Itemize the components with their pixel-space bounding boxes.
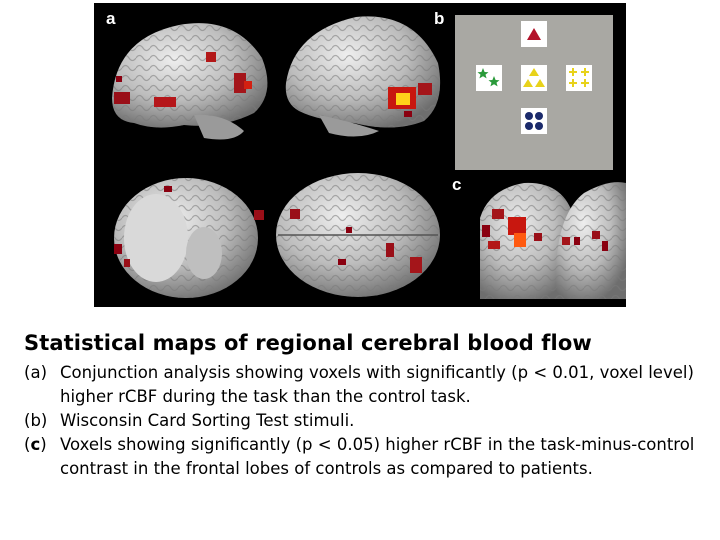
- yellow-triangles-card: [521, 65, 547, 91]
- activation-cluster: [116, 76, 122, 82]
- activation-cluster: [482, 225, 490, 237]
- red-triangle-card: [521, 21, 547, 47]
- star-icon: [477, 67, 501, 89]
- caption-item-label: c: [30, 435, 41, 454]
- activation-cluster: [164, 186, 172, 192]
- activation-hotspot: [514, 233, 526, 247]
- activation-cluster: [534, 233, 542, 241]
- activation-cluster: [254, 210, 264, 220]
- activation-cluster: [154, 97, 176, 107]
- caption-item-label: b: [30, 411, 41, 430]
- caption-item-c: (c) Voxels showing significantly (p < 0.05) higher rCBF in the task-minus-control contrast in the frontal lobes of controls as compared to patients.: [24, 435, 695, 478]
- activation-cluster: [562, 237, 570, 245]
- activation-cluster: [386, 243, 394, 257]
- activation-cluster: [410, 257, 422, 273]
- caption-item-text: Conjunction analysis showing voxels with significantly (p < 0.01, voxel level) higher rCBF during the task than the control task.: [60, 363, 694, 406]
- yellow-crosses-card: [566, 65, 592, 91]
- activation-hotspot: [396, 93, 410, 105]
- panel-label-a: a: [106, 9, 116, 28]
- activation-cluster: [114, 92, 130, 104]
- brain-ventral: [114, 178, 264, 298]
- activation-cluster: [346, 227, 352, 233]
- activation-cluster: [124, 259, 130, 267]
- green-stars-card: [476, 65, 502, 91]
- activation-cluster: [574, 237, 580, 245]
- figure-panel: [94, 3, 626, 307]
- caption-title: Statistical maps of regional cerebral blood flow: [24, 331, 592, 355]
- panel-label-c: c: [452, 175, 462, 194]
- activation-cluster: [488, 241, 500, 249]
- activation-cluster: [508, 217, 526, 235]
- activation-cluster: [404, 111, 412, 117]
- activation-cluster: [206, 52, 216, 62]
- activation-cluster: [602, 241, 608, 251]
- caption-item-a: (a) Conjunction analysis showing voxels with significantly (p < 0.01, voxel level) higher rCBF during the task than the control task.: [24, 363, 694, 406]
- activation-cluster: [492, 209, 504, 219]
- caption-item-b: (b) Wisconsin Card Sorting Test stimuli.: [24, 411, 355, 430]
- triangle-icon: [525, 26, 543, 42]
- activation-cluster: [338, 259, 346, 265]
- navy-circles-card: [521, 108, 547, 134]
- caption-item-label: a: [30, 363, 41, 382]
- circle-icon: [523, 110, 545, 132]
- panel-label-b: b: [434, 9, 445, 28]
- brain-frontal-right: [556, 182, 626, 299]
- activation-cluster: [290, 209, 300, 219]
- brain-lateral-right: [286, 16, 440, 136]
- caption-item-text: Voxels showing significantly (p < 0.05) higher rCBF in the task-minus-control contrast in the frontal lobes of controls as compared to patients.: [60, 435, 695, 478]
- cross-icon: [567, 67, 591, 89]
- activation-cluster: [418, 83, 432, 95]
- activation-cluster: [114, 244, 122, 254]
- figure-caption: [24, 331, 714, 481]
- activation-cluster: [244, 81, 252, 89]
- caption-item-text: Wisconsin Card Sorting Test stimuli.: [60, 411, 355, 430]
- activation-cluster: [592, 231, 600, 239]
- brain-lateral-left: [112, 23, 267, 139]
- wcst-stimuli-panel: [455, 15, 613, 170]
- triangle-icon: [522, 67, 546, 89]
- brain-dorsal: [276, 173, 440, 297]
